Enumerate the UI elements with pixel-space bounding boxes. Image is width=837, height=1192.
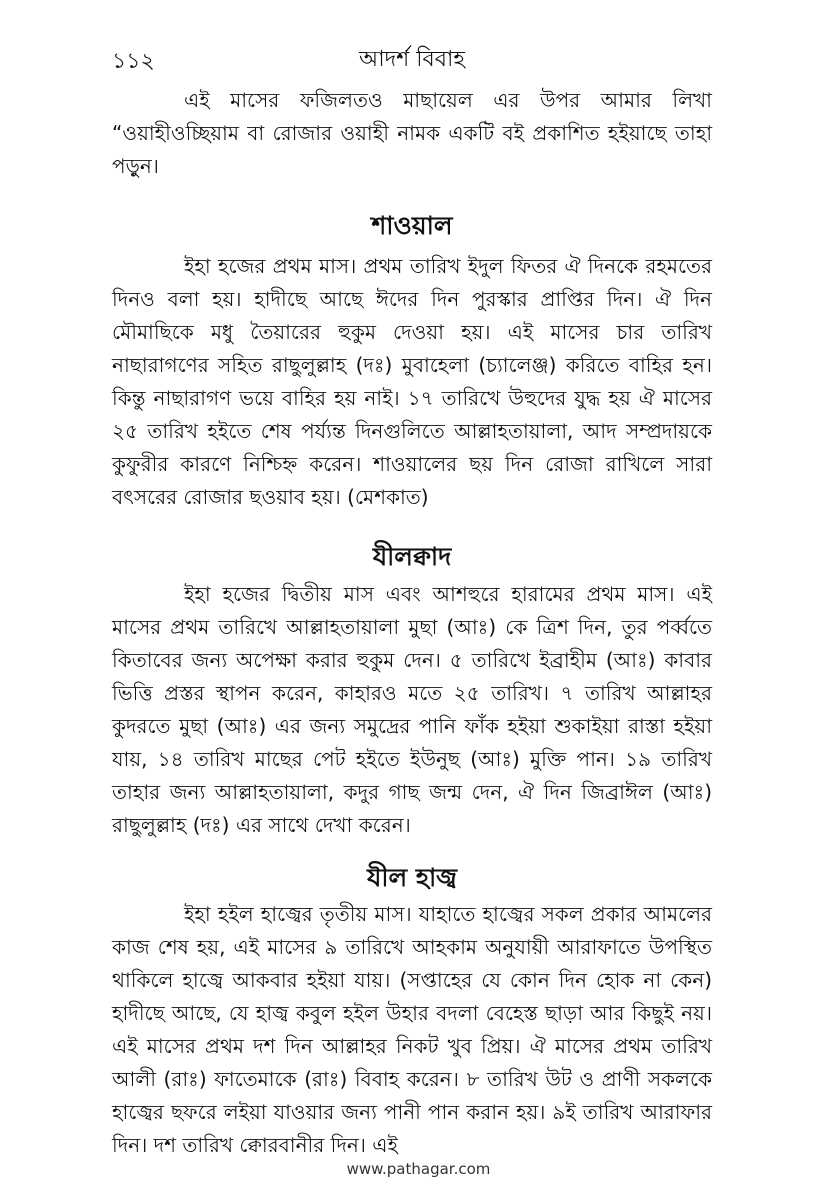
page-number: ১১২ [112, 49, 155, 74]
section-paragraph-shawal: ইহা হজের প্রথম মাস। প্রথম তারিখ ইদুল ফিতর ঐ দিনকে রহমতের দিনও বলা হয়। হাদীছে আছে ঈদের দিন পুরস্কার প্রাপ্তির দিন। ঐ দিন মৌমাছিকে মধু তৈয়ারের হুকুম দেওয়া হয়। এই মাসের চার তারিখ নাছারাগণের সহিত রাছুলুল্লাহ (দঃ) মুবাহেলা (চ্যালেঞ্জ) করিতে বাহির হন। কিন্তু নাছারাগণ ভয়ে বাহির হয় নাই। ১৭ তারিখে উহুদের যুদ্ধ হয় ঐ মাসের ২৫ তারিখ হইতে শেষ পর্য্যন্ত দিনগুলিতে আল্লাহতায়ালা, আদ সম্প্রদায়কে কুফুরীর কারণে নিশ্চিহ্ন করেন। শাওয়ালের ছয় দিন রোজা রাখিলে সারা বৎসরের রোজার ছওয়াব হয়। (মেশকাত) [112, 254, 712, 509]
section-heading-shawal: শাওয়াল [371, 211, 453, 240]
intro-paragraph: এই মাসের ফজিলতও মাছায়েল এর উপর আমার লিখা “ওয়াহীওচ্ছিয়াম বা রোজার ওয়াহী নামক একটি বই প্রকাশিত হইয়াছে তাহা পড়ুন। [112, 88, 712, 178]
section-paragraph-zilhajj: ইহা হইল হাজ্বের তৃতীয় মাস। যাহাতে হাজ্বের সকল প্রকার আমলের কাজ শেষ হয়, এই মাসের ৯ তারিখে আহকাম অনুযায়ী আরাফাতে উপস্থিত থাকিলে হাজ্বে আকবার হইয়া যায়। (সপ্তাহের যে কোন দিন হোক না কেন) হাদীছে আছে, যে হাজ্ব কবুল হইল উহার বদলা বেহেস্ত ছাড়া আর কিছুই নয়। এই মাসের প্রথম দশ দিন আল্লাহর নিকট খুব প্রিয়। ঐ মাসের প্রথম তারিখ আলী (রাঃ) ফাতেমাকে (রাঃ) বিবাহ করেন। ৮ তারিখ উট ও প্রাণী সকলকে হাজ্বের ছফরে লইয়া যাওয়ার জন্য পানী পান করান হয়। ৯ই তারিখ আরাফার দিন। দশ তারিখ ক্বোরবানীর দিন। এই [112, 902, 712, 1157]
section-shawal-heading-block [112, 206, 712, 246]
section-zilqad-body [112, 578, 712, 842]
section-zilqad-heading-block [112, 537, 712, 577]
section-heading-zilhajj: যীল হাজ্ব [366, 863, 457, 892]
section-paragraph-zilqad: ইহা হজের দ্বিতীয় মাস এবং আশহুরে হারামের প্রথম মাস। এই মাসের প্রথম তারিখে আল্লাহতায়ালা মুছা (আঃ) কে ত্রিশ দিন, তুর পর্ব্বতে কিতাবের জন্য অপেক্ষা করার হুকুম দেন। ৫ তারিখে ইব্রাহীম (আঃ) কাবার ভিত্তি প্রস্তর স্থাপন করেন, কাহারও মতে ২৫ তারিখ। ৭ তারিখ আল্লাহর কুদরতে মুছা (আঃ) এর জন্য সমুদ্রের পানি ফাঁক হইয়া শুকাইয়া রাস্তা হইয়া যায়, ১৪ তারিখ মাছের পেট হইতে ইউনুছ (আঃ) মুক্তি পান। ১৯ তারিখ তাহার জন্য আল্লাহতায়ালা, কদুর গাছ জন্ম দেন, ঐ দিন জিব্রাঈল (আঃ) রাছুলুল্লাহ (দঃ) এর সাথে দেখা করেন। [112, 582, 712, 837]
section-zilhajj-heading-block [112, 858, 712, 898]
section-zilhajj-body [112, 898, 712, 1162]
source-footer: www.pathagar.com [346, 1160, 491, 1178]
running-title: আদর্শ বিবাহ [359, 47, 465, 72]
page-header [112, 38, 712, 78]
section-shawal-body [112, 250, 712, 514]
intro-section [112, 84, 712, 183]
section-heading-zilqad: যীলক্বাদ [372, 542, 452, 571]
